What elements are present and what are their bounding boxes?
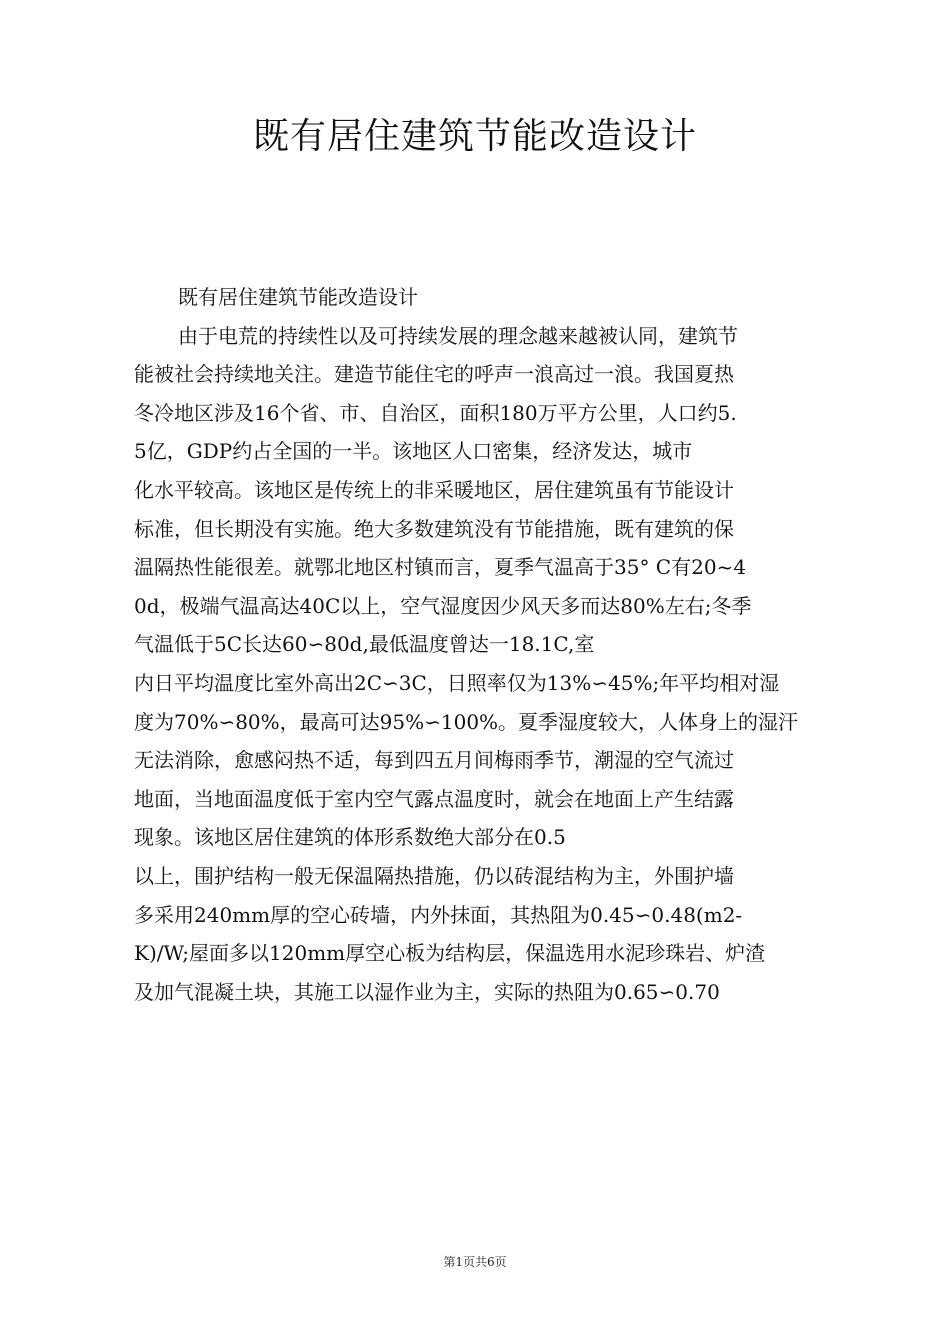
paragraph-line: 化水平较高。该地区是传统上的非采暖地区，居住建筑虽有节能设计 [134,477,734,502]
paragraph-line: 0d，极端气温高达40C以上，空气湿度因少风天多而达80%左右;冬季 [134,593,752,618]
document-body [134,278,824,1011]
paragraph-line: 及加气混凝土块，其施工以湿作业为主，实际的热阻为0.65∽0.70 [134,979,720,1004]
paragraph-line: 气温低于5C长达60∽80d,最低温度曾达一18.1C,室 [134,632,595,657]
page-title: 既有居住建筑节能改造设计 [252,116,697,157]
paragraph-line: 多采用240mm厚的空心砖墙，内外抹面，其热阻为0.45∽0.48(m2- [134,902,743,927]
paragraph-line: 5亿，GDP约占全国的一半。该地区人口密集，经济发达，城市 [134,439,693,464]
paragraph-line: 标准，但长期没有实施。绝大多数建筑没有节能措施，既有建筑的保 [134,516,734,541]
paragraph-line: 无法消除，愈感闷热不适，每到四五月间梅雨季节，潮湿的空气流过 [134,748,734,773]
paragraph-line: 地面，当地面温度低于室内空气露点温度时，就会在地面上产生结露 [134,786,734,811]
page-number: 第1页共6页 [443,1255,507,1269]
paragraph-line: 冬冷地区涉及16个省、市、自治区，面积180万平方公里，人口约5. [134,400,737,425]
paragraph-line: 温隔热性能很差。就鄂北地区村镇而言，夏季气温高于35° C有20~4 [134,555,747,580]
subtitle-line: 既有居住建筑节能改造设计 [178,285,418,309]
paragraph-line: 现象。该地区居住建筑的体形系数绝大部分在0.5 [134,825,566,850]
paragraph-line: K)/W;屋面多以120mm厚空心板为结构层，保温选用水泥珍珠岩、炉渣 [134,941,766,966]
paragraph-line: 能被社会持续地关注。建造节能住宅的呼声一浪高过一浪。我国夏热 [134,362,734,387]
paragraph-line: 由于电荒的持续性以及可持续发展的理念越来越被认同，建筑节 [178,323,738,348]
paragraph-line: 度为70%∽80%，最高可达95%∽100%。夏季湿度较大，人体身上的湿汗 [134,709,799,734]
paragraph-line: 以上，围护结构一般无保温隔热措施，仍以砖混结构为主，外围护墙 [134,863,734,888]
paragraph-line: 内日平均温度比室外高出2C∽3C，日照率仅为13%∽45%;年平均相对湿 [134,670,780,695]
